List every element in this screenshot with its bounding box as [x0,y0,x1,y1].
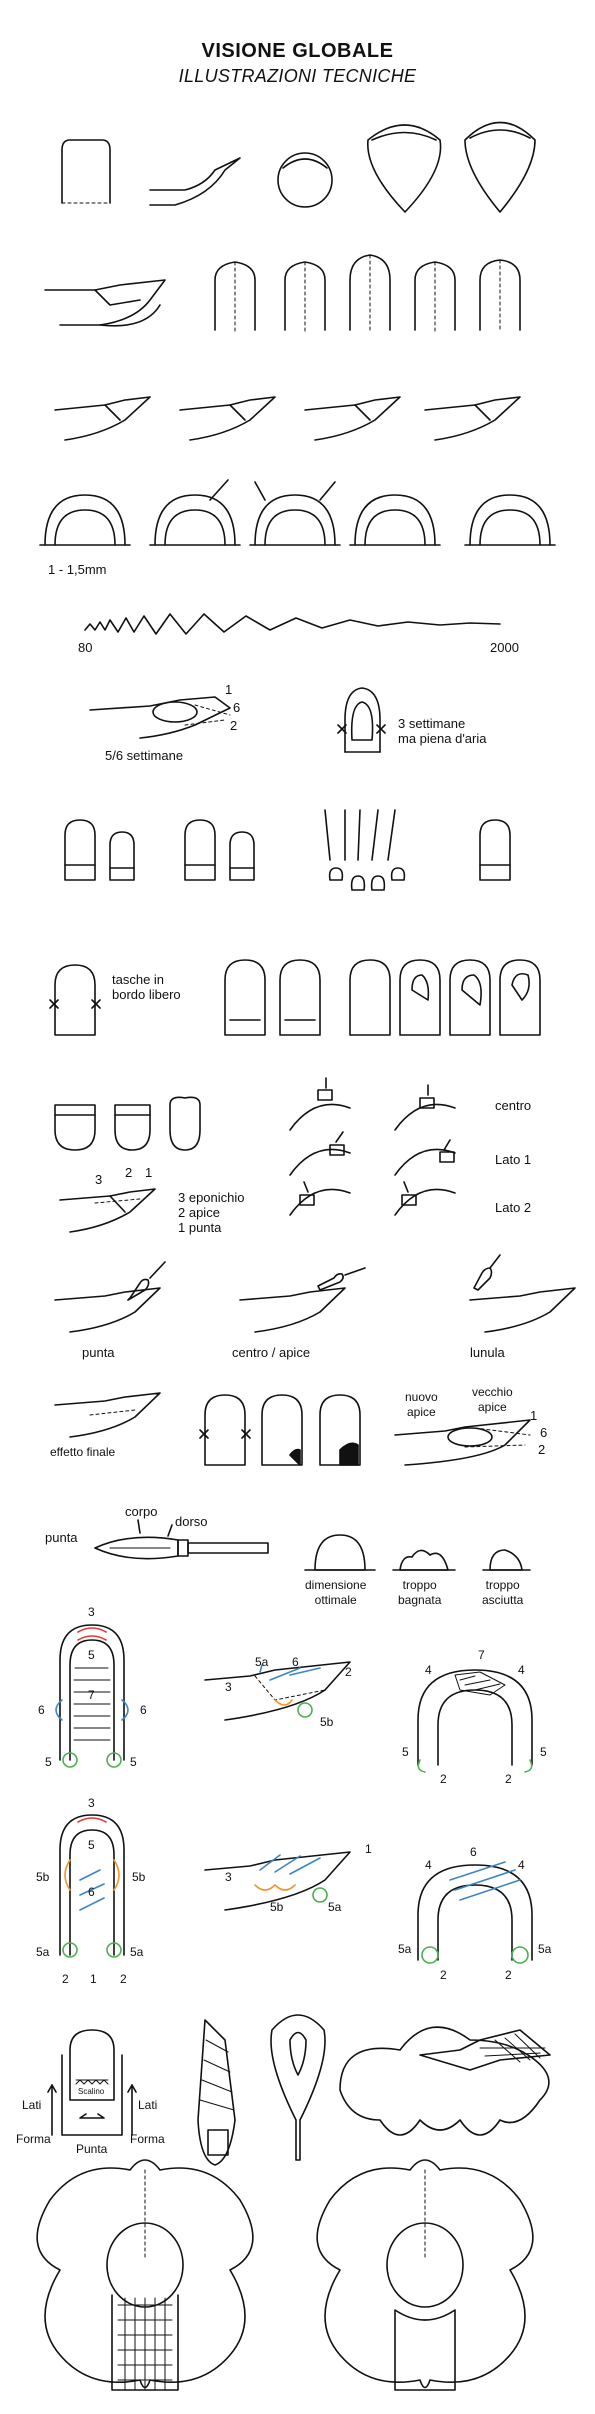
d1-label-6r: 6 [140,1703,147,1717]
brush-back-label: dorso [175,1514,208,1529]
d2-label-5bl: 5b [36,1870,50,1884]
row-diagram-set1 [56,1625,532,1772]
d2-label-5b2: 5b [270,1900,284,1914]
d1-label-5al: 5 [402,1745,409,1759]
grit-min-label: 80 [78,640,93,655]
zone-tip: punta [82,1345,115,1360]
bead-dry [490,1550,522,1570]
final-n1: 1 [530,1408,538,1423]
final-effect-label: effetto finale [50,1445,116,1459]
row-arches [40,480,555,545]
d2-label-5a4: 5a [538,1942,552,1956]
apex-legend: 3 eponichio 2 apice 1 punta [178,1190,245,1235]
d1-label-6l: 6 [38,1703,45,1717]
bead-dry-label: troppo asciutta [482,1578,524,1607]
d1-label-5b: 5b [320,1715,334,1729]
zone-lunula: lunula [470,1345,505,1360]
d1-label-7: 7 [88,1688,95,1702]
d1-label-2l: 2 [440,1772,447,1786]
row-brush-beads [95,1520,530,1570]
final-n6: 6 [540,1425,548,1440]
d1-label-5a2: 5a [255,1655,269,1669]
grit-scale [85,614,500,634]
d1-label-5l: 5 [45,1755,52,1769]
d1-label-5r: 5 [130,1755,137,1769]
thickness-label: 1 - 1,5mm [48,562,107,577]
old-apex-label: vecchio apice [472,1385,513,1414]
grit-max-label: 2000 [490,640,519,655]
apex-n1: 1 [145,1165,153,1180]
bead-wet [400,1550,448,1570]
row-profiles [55,397,520,440]
position-side1: Lato 1 [495,1152,532,1167]
d2-label-2r: 2 [120,1972,127,1986]
form-shape-right: Forma [130,2132,165,2146]
d1-label-5a: 5 [88,1648,95,1662]
d1-label-3b: 3 [225,1680,232,1694]
position-center: centro [495,1098,532,1113]
row-butterfly-forms [37,2160,533,2390]
zone-center-apex: centro / apice [232,1345,311,1360]
square-nail-front [62,140,110,203]
d2-label-1: 1 [90,1972,97,1986]
brush-tip-label: punta [45,1530,78,1545]
d2-label-5ar: 5a [130,1945,144,1959]
d2-label-2l: 2 [62,1972,69,1986]
brush-body-label: corpo [125,1504,158,1519]
air-pocket-note: 3 settimane ma piena d'aria [398,716,487,746]
page-title: VISIONE GLOBALE [201,40,394,62]
row-diagram-set2 [60,1815,532,1963]
apex-n2: 2 [125,1165,133,1180]
form-shape-left: Forma [16,2132,51,2146]
d1-label-2: 2 [345,1665,352,1679]
row-nail-shapes [62,123,535,213]
page-subtitle: ILLUSTRAZIONI TECNICHE [178,66,417,86]
final-n2: 2 [538,1442,546,1457]
row-growth [90,688,385,752]
d2-label-5a2: 5a [328,1900,342,1914]
form-tip-label: Punta [76,2142,108,2156]
d2-label-5a3: 5a [398,1942,412,1956]
d2-label-2b: 2 [440,1968,447,1982]
d2-label-4l: 4 [425,1858,432,1872]
bead-wet-label: troppo bagnata [398,1578,442,1607]
d2-label-4r: 4 [518,1858,525,1872]
round-nail-top [278,153,332,207]
d1-label-2r: 2 [505,1772,512,1786]
position-side2: Lato 2 [495,1200,532,1215]
form-sides-left: Lati [22,2098,42,2112]
row-forms [48,2015,550,2165]
d2-label-1b: 1 [365,1842,372,1856]
row-nail-variations [65,810,510,890]
row-final-effect [55,1393,530,1465]
growth-n6: 6 [233,700,241,715]
growth-n2: 2 [230,718,238,733]
bead-optimal-label: dimensione ottimale [305,1578,367,1607]
new-apex-label: nuovo apice [405,1390,438,1419]
d1-label-3a: 3 [88,1605,95,1619]
growth-weeks: 5/6 settimane [105,748,184,763]
d1-label-6b: 6 [292,1655,299,1669]
d2-label-3: 3 [88,1796,95,1810]
row-nail-structures [45,255,520,332]
row-application [55,1078,455,1232]
d2-label-5br: 5b [132,1870,146,1884]
d2-label-6: 6 [88,1885,95,1899]
growth-n1: 1 [225,682,233,697]
d1-label-4r: 4 [518,1663,525,1677]
d2-label-5al: 5a [36,1945,50,1959]
d1-label-7b: 7 [478,1648,485,1662]
bead-optimal [315,1535,365,1570]
d1-label-4l: 4 [425,1663,432,1677]
d2-label-5: 5 [88,1838,95,1852]
d2-label-2c: 2 [505,1968,512,1982]
row-brush-zones [55,1255,575,1332]
nail-side-profile [150,158,240,205]
form-step-label: Scalino [78,2087,105,2096]
form-sides-right: Lati [138,2098,158,2112]
pockets-note: tasche in bordo libero [112,972,181,1002]
apex-n3: 3 [95,1172,103,1187]
d2-label-3b: 3 [225,1870,232,1884]
d2-label-6b: 6 [470,1845,477,1859]
d1-label-5ar: 5 [540,1745,547,1759]
